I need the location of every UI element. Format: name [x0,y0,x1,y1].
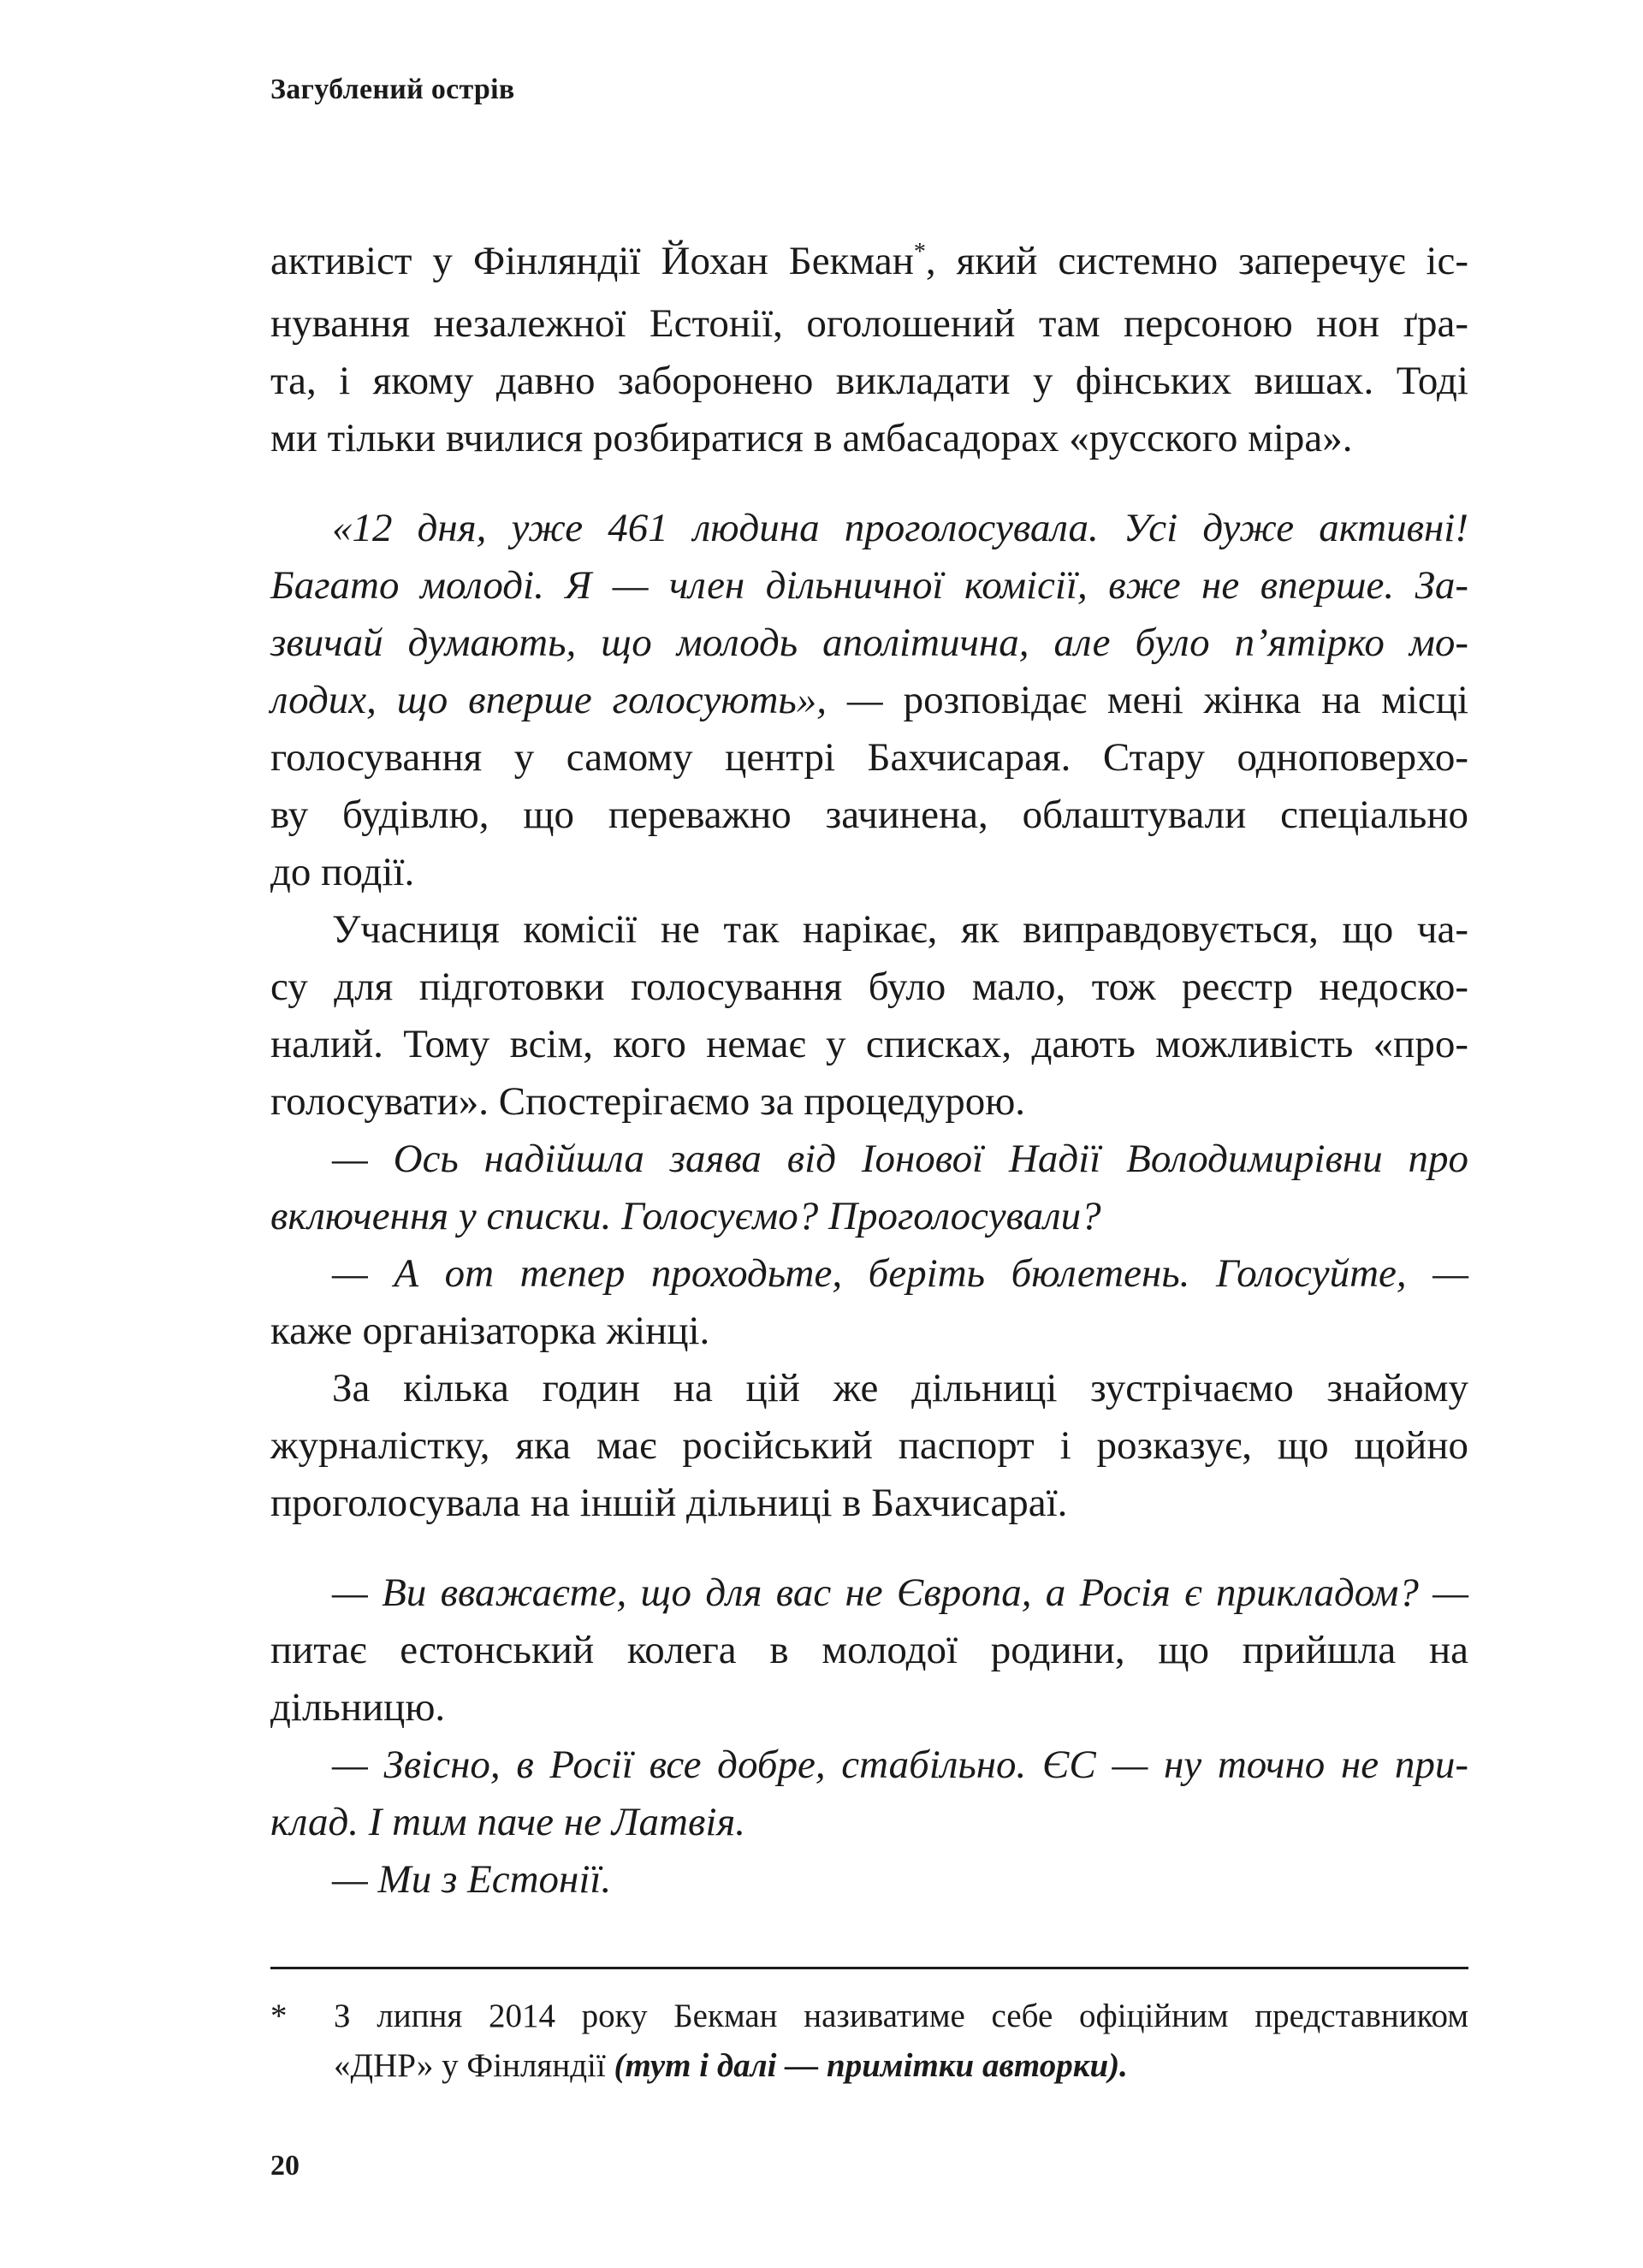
text-run: проголосувала на іншій дільниці в Бахчисараї. [270,1481,1068,1525]
text-run: , який системно заперечує іс- [925,239,1468,283]
text-run: журналістку, яка має російський паспорт і розказує, що щойно [270,1423,1468,1468]
text-line [270,729,1468,787]
text-run: розповідає мені жінка на місці [903,678,1468,722]
text-line [270,901,1468,959]
footnote [270,1992,1468,2091]
text-line [270,1417,1468,1475]
paragraph [270,1737,1468,1851]
text-line [270,614,1468,672]
footnote-rule [270,1967,1468,1969]
text-line [270,353,1468,410]
text-run: питає естонський колега в молодої родини, що прийшла на [270,1628,1468,1672]
text-run: — Звісно, в Росії все добре, стабільно. ЄС — ну точно не при- [332,1743,1468,1787]
text-run: нування незалежної Естонії, оголошений там персоною нон ґра- [270,301,1468,346]
text-run: — Ви вважаєте, що для вас не Європа, а Росія є прикладом? — [332,1570,1468,1615]
text-run: дільницю. [270,1685,446,1730]
text-run: налий. Тому всім, кого немає у списках, дають можливість «про- [270,1022,1468,1066]
text-line [270,1622,1468,1679]
body-text [270,233,1468,2091]
running-head: Загублений острів [270,74,515,105]
text-run: Учасниця комісії не так нарікає, як виправдовується, що ча- [332,907,1468,952]
text-run: лодих, що вперше голосують», — [270,678,904,722]
text-line [270,1360,1468,1417]
text-line [270,959,1468,1016]
text-run: — А от тепер проходьте, беріть бюлетень. Голосуйте, — [332,1251,1468,1296]
text-line [270,1475,1468,1532]
text-line [270,1016,1468,1073]
text-run: «ДНР» у Фінляндії [334,2047,614,2084]
paragraph [270,1245,1468,1360]
footnote-marker: * [270,1998,288,2034]
text-line [270,1073,1468,1131]
text-run: до події. [270,850,415,894]
text-run: — Ось надійшла заява від Іонової Надії Володимирівни про [332,1137,1468,1181]
text-line [270,295,1468,353]
footnote-reference: * [913,239,926,265]
text-line [270,410,1468,467]
text-line [270,844,1468,901]
text-line [270,233,1468,295]
text-run: активіст у Фінляндії Йохан Бекман [270,239,914,283]
text-line [270,500,1468,557]
footnote-line [334,2041,1468,2091]
text-line [270,787,1468,844]
text-line [270,672,1468,729]
text-run: голосування у самому центрі Бахчисарая. Стару одноповерхо- [270,735,1468,780]
page-number: 20 [270,2150,300,2182]
text-line [270,1564,1468,1622]
text-run: «12 дня, уже 461 людина проголосувала. Усі дуже активні! [332,506,1468,550]
text-run: З липня 2014 року Бекман називатиме себе офіційним представником [334,1998,1468,2034]
paragraph [270,500,1468,901]
text-run: — Ми з Естонії. [332,1857,612,1902]
text-run: каже організаторка жінці. [270,1309,710,1353]
footnote-text [334,1992,1468,2091]
paragraph [270,1564,1468,1737]
text-run: ми тільки вчилися розбиратися в амбасадорах «русского міра». [270,416,1353,460]
text-line [270,1679,1468,1737]
text-run: звичай думають, що молодь аполітична, але було п’ятірко мо- [270,620,1468,665]
text-line [270,1188,1468,1245]
text-line [270,1303,1468,1360]
footnote-line [334,1992,1468,2041]
text-run: ву будівлю, що переважно зачинена, облаштували спеціально [270,793,1468,837]
paragraph [270,1131,1468,1245]
paragraph [270,1851,1468,1909]
text-run: (тут і далі — примітки авторки). [614,2047,1128,2084]
paragraph [270,1360,1468,1532]
text-run: су для підготовки голосування було мало, тож реєстр недоско- [270,965,1468,1009]
text-run: включення у списки. Голосуємо? Проголосували? [270,1194,1101,1238]
text-line [270,1794,1468,1851]
text-run: та, і якому давно заборонено викладати у фінських вишах. Тоді [270,359,1468,403]
text-line [270,1737,1468,1794]
text-line [270,1245,1468,1303]
paragraph [270,901,1468,1131]
paragraph [270,233,1468,467]
text-run: За кілька годин на цій же дільниці зустрічаємо знайому [332,1366,1468,1410]
text-line [270,557,1468,614]
text-run: Багато молоді. Я — член дільничної комісії, вже не вперше. За- [270,563,1468,608]
text-run: голосувати». Спостерігаємо за процедурою. [270,1079,1026,1124]
text-line [270,1851,1468,1909]
text-run: клад. І тим паче не Латвія. [270,1800,746,1844]
text-line [270,1131,1468,1188]
